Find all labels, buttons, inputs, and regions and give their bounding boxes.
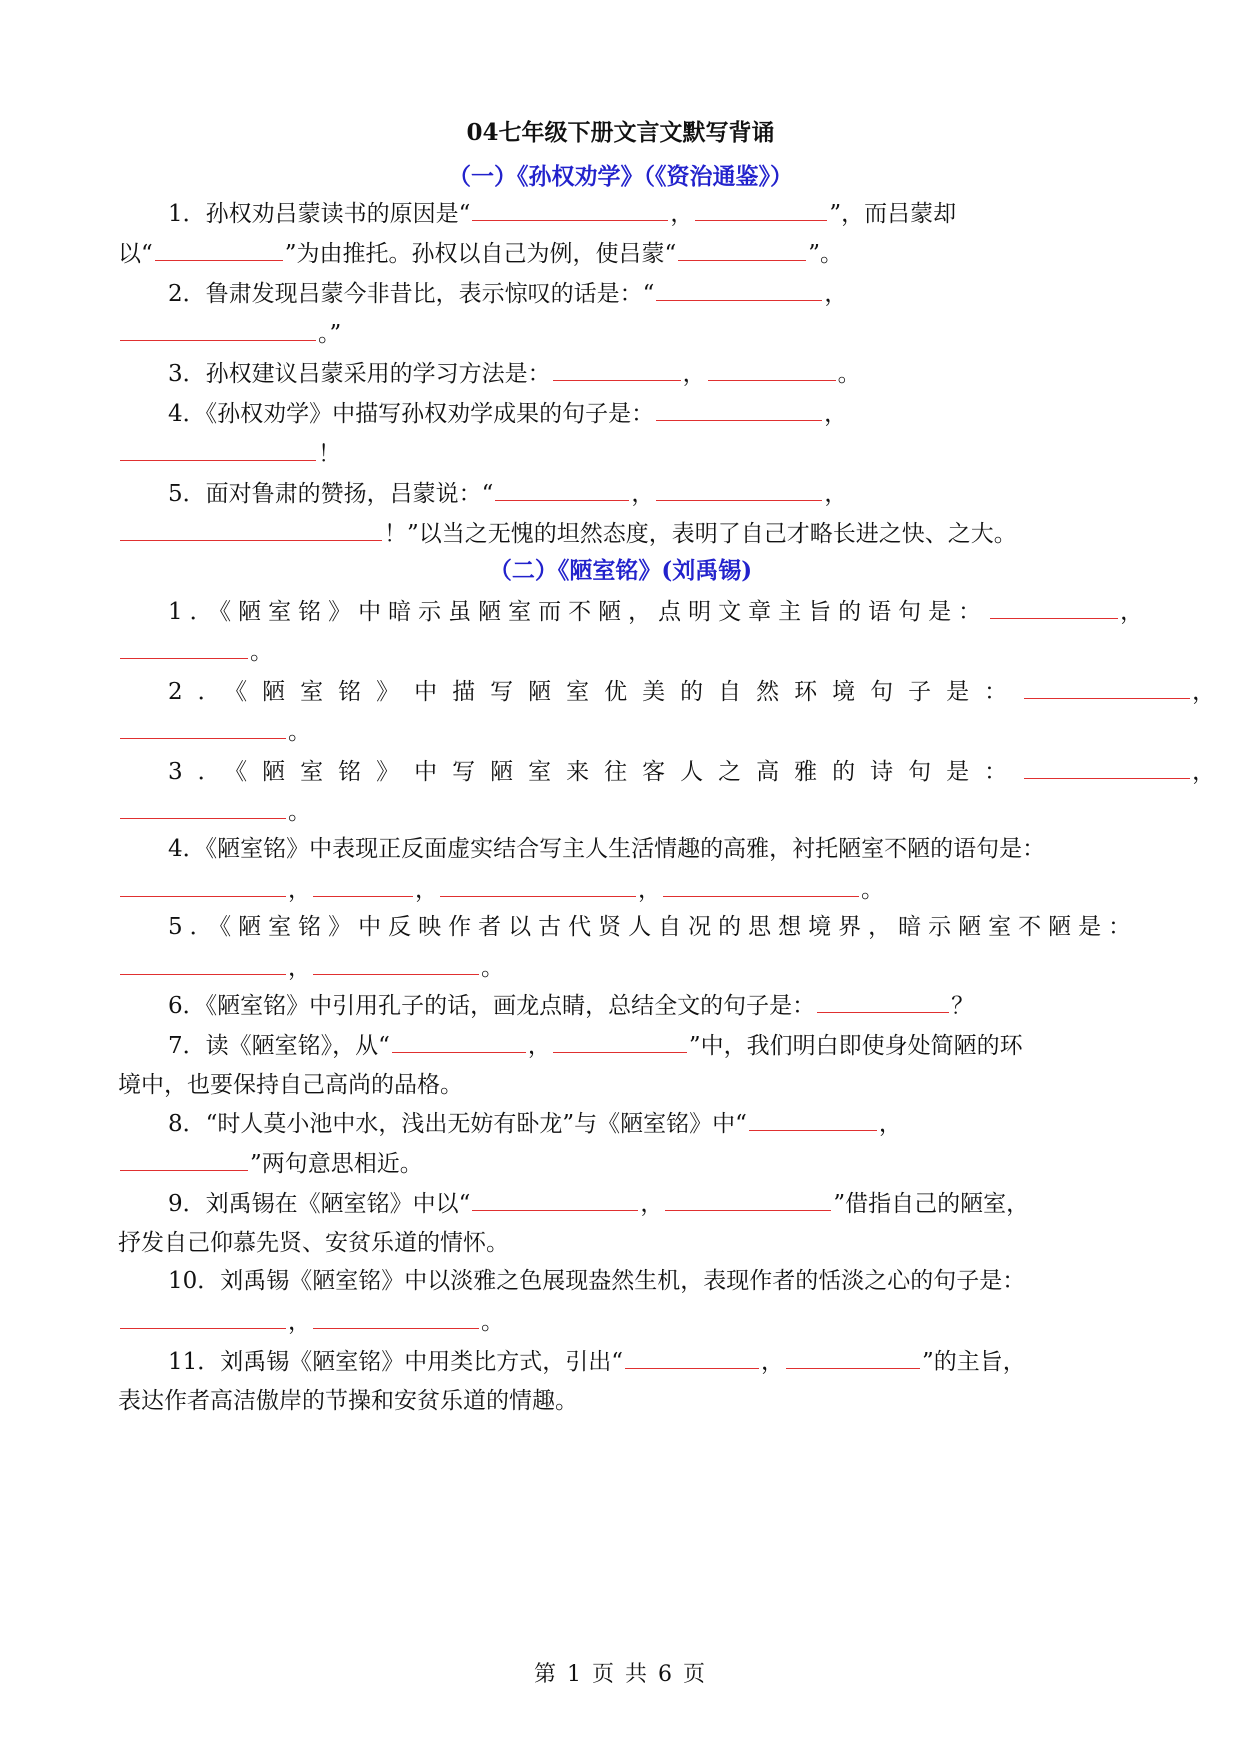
s2-question-11-line-1: 11．刘禹锡《陋室铭》中用类比方式，引出“ ， ”的主旨，: [168, 1346, 1178, 1377]
s2-question-10-line-2: ， 。: [118, 1306, 1128, 1337]
answer-blank[interactable]: [120, 716, 286, 739]
answer-blank[interactable]: [120, 318, 316, 341]
s2-question-2-line-2: 。: [118, 716, 1128, 747]
s2-question-5-line-2: ， 。: [118, 952, 1128, 983]
answer-blank[interactable]: [625, 1346, 759, 1369]
answer-blank[interactable]: [313, 874, 413, 897]
s1-question-1-line-2: 以“ ”为由推托。孙权以自己为例，使吕蒙“ ”。: [118, 238, 1128, 269]
s1-question-1-line-1: 1．孙权劝吕蒙读书的原因是“ ， ”，而吕蒙却: [168, 198, 1178, 229]
s2-question-11-line-2: 表达作者高洁傲岸的节操和安贫乐道的情趣。: [118, 1388, 578, 1414]
s2-question-4-line-2: ， ， ， 。: [118, 874, 1128, 905]
answer-blank[interactable]: [786, 1346, 920, 1369]
s1-question-2-line-1: 2．鲁肃发现吕蒙今非昔比，表示惊叹的话是：“ ，: [168, 278, 1178, 309]
s2-question-9-line-1: 9．刘禹锡在《陋室铭》中以“ ， ”借指自己的陋室，: [168, 1188, 1178, 1219]
answer-blank[interactable]: [472, 198, 668, 221]
s1-question-4-line-2: ！: [118, 438, 1128, 469]
answer-blank[interactable]: [665, 1188, 831, 1211]
s2-question-3-line-2: 。: [118, 796, 1128, 827]
answer-blank[interactable]: [120, 796, 286, 819]
s2-question-3-line-1: 3．《陋室铭》中写陋室来往客人之高雅的诗句是： ，: [168, 756, 1178, 787]
answer-blank[interactable]: [120, 1306, 286, 1329]
answer-blank[interactable]: [495, 478, 629, 501]
answer-blank[interactable]: [120, 1148, 248, 1171]
answer-blank[interactable]: [663, 874, 859, 897]
s1-question-2-line-2: 。”: [118, 318, 1128, 349]
answer-blank[interactable]: [656, 278, 822, 301]
answer-blank[interactable]: [553, 1030, 687, 1053]
s2-question-4-line-1: 4．《陋室铭》中表现正反面虚实结合写主人生活情趣的高雅，衬托陋室不陋的语句是：: [168, 836, 1046, 862]
answer-blank[interactable]: [120, 438, 316, 461]
answer-blank[interactable]: [392, 1030, 526, 1053]
s1-question-5-line-1: 5．面对鲁肃的赞扬，吕蒙说：“ ， ，: [168, 478, 1178, 509]
answer-blank[interactable]: [472, 1188, 638, 1211]
page-title: 04七年级下册文言文默写背诵: [466, 119, 775, 146]
answer-blank[interactable]: [120, 874, 286, 897]
s2-question-9-line-2: 抒发自己仰慕先贤、安贫乐道的情怀。: [118, 1230, 509, 1256]
s2-question-8-line-2: ”两句意思相近。: [118, 1148, 1128, 1179]
answer-blank[interactable]: [553, 358, 681, 381]
s2-question-1-line-1: 1．《陋室铭》中暗示虽陋室而不陋，点明文章主旨的语句是： ，: [168, 596, 1178, 627]
answer-blank[interactable]: [313, 952, 479, 975]
answer-blank[interactable]: [1024, 756, 1190, 779]
answer-blank[interactable]: [120, 636, 248, 659]
answer-blank[interactable]: [695, 198, 827, 221]
answer-blank[interactable]: [708, 358, 836, 381]
answer-blank[interactable]: [656, 478, 822, 501]
s2-question-1-line-2: 。: [118, 636, 1128, 667]
answer-blank[interactable]: [440, 874, 636, 897]
s2-question-8-line-1: 8．“时人莫小池中水，浅出无妨有卧龙”与《陋室铭》中“ ，: [168, 1108, 1178, 1139]
answer-blank[interactable]: [817, 990, 949, 1013]
answer-blank[interactable]: [155, 238, 283, 261]
s1-question-3: 3．孙权建议吕蒙采用的学习方法是： ， 。: [168, 358, 1178, 389]
answer-blank[interactable]: [120, 952, 286, 975]
s2-question-7-line-2: 境中，也要保持自己高尚的品格。: [118, 1072, 463, 1098]
s2-question-5-line-1: 5．《陋室铭》中反映作者以古代贤人自况的思想境界，暗示陋室不陋是：: [168, 914, 1139, 940]
s2-question-6: 6．《陋室铭》中引用孔子的话，画龙点睛，总结全文的句子是： ？: [168, 990, 1178, 1021]
s2-question-10-line-1: 10．刘禹锡《陋室铭》中以淡雅之色展现盎然生机，表现作者的恬淡之心的句子是：: [168, 1268, 1026, 1294]
s1-question-4-line-1: 4．《孙权劝学》中描写孙权劝学成果的句子是： ，: [168, 398, 1178, 429]
page-footer: 第 1 页 共 6 页: [534, 1662, 707, 1687]
s1-question-5-line-2: ！”以当之无愧的坦然态度，表明了自己才略长进之快、之大。: [118, 518, 1128, 549]
answer-blank[interactable]: [656, 398, 822, 421]
answer-blank[interactable]: [990, 596, 1118, 619]
answer-blank[interactable]: [678, 238, 806, 261]
answer-blank[interactable]: [120, 518, 382, 541]
answer-blank[interactable]: [749, 1108, 877, 1131]
s2-question-7-line-1: 7．读《陋室铭》，从“ ， ”中，我们明白即使身处简陋的环: [168, 1030, 1178, 1061]
section-heading-2: （二）《陋室铭》(刘禹锡): [488, 557, 753, 584]
s2-question-2-line-1: 2．《陋室铭》中描写陋室优美的自然环境句子是： ，: [168, 676, 1178, 707]
answer-blank[interactable]: [1024, 676, 1190, 699]
answer-blank[interactable]: [313, 1306, 479, 1329]
section-heading-1: （一）《孙权劝学》（《资治通鉴》）: [448, 163, 793, 190]
